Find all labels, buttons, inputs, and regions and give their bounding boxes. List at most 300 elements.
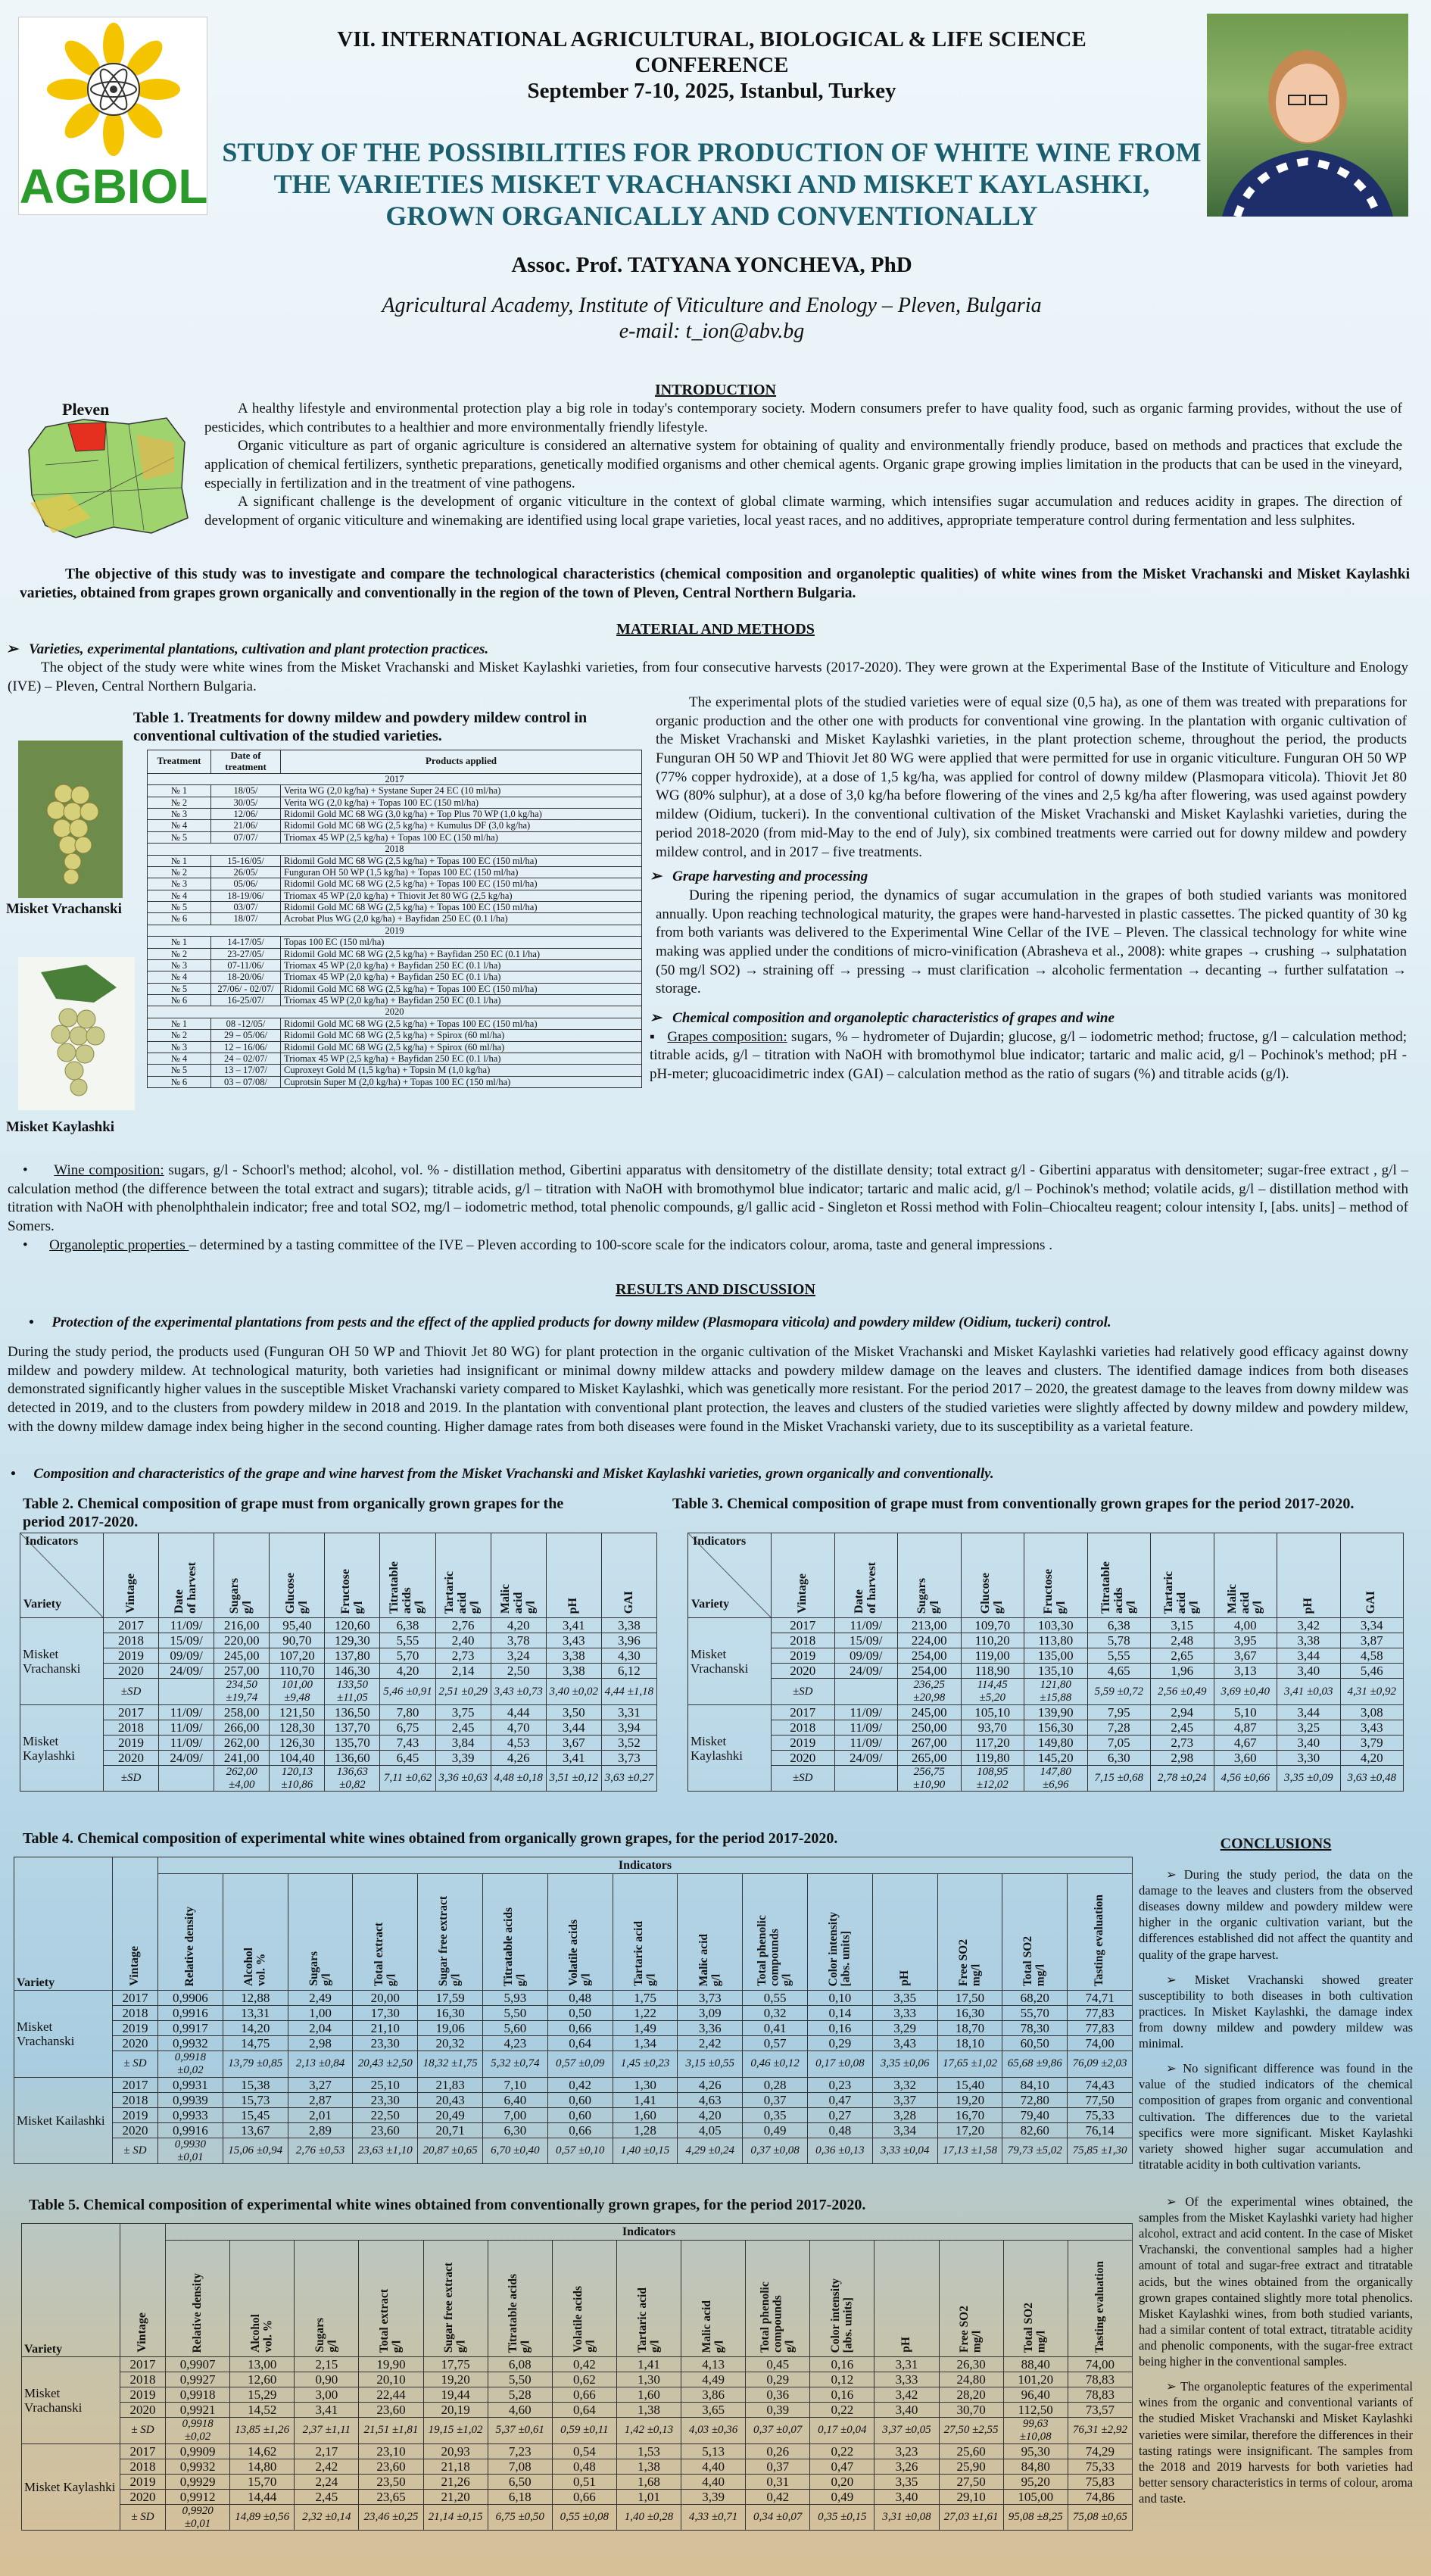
- table-cell: 128,30: [270, 1720, 325, 1735]
- table-cell: 6,12: [601, 1664, 656, 1679]
- table-cell: 11/09/: [834, 1735, 898, 1750]
- table-cell: 4,53: [491, 1735, 546, 1750]
- table-cell: 6,38: [380, 1618, 435, 1633]
- table-cell: 2,40: [435, 1633, 491, 1648]
- sd-cell: 20,43 ±2,50: [353, 2051, 418, 2078]
- table-cell: 11/09/: [159, 1735, 214, 1750]
- sd-cell: [159, 1765, 214, 1792]
- table-cell: 136,50: [325, 1704, 380, 1720]
- table-row: [148, 797, 642, 808]
- table-cell: 3,39: [681, 2489, 746, 2504]
- table-cell: 2,42: [295, 2459, 359, 2474]
- table-cell: 23,10: [359, 2443, 423, 2459]
- table-cell: 0,60: [547, 2092, 613, 2107]
- t1-header-date: Date of treatment: [211, 750, 281, 774]
- table-cell: 18,70: [937, 2020, 1002, 2035]
- methods-paragraph-1: The object of the study were white wines from the Misket Vrachanski and Misket Kaylashki varieties, from four consecutive harvests (2017-2020). They were grown at the Experimental Base of the Institute of Viticulture and Enology (IVE) – Pleven, Central Northern Bulgaria.: [8, 660, 1408, 694]
- table-cell: 2017: [772, 1618, 835, 1633]
- table-cell: 3,35: [874, 2474, 939, 2489]
- table-cell: 5,60: [482, 2020, 547, 2035]
- sd-cell: 0,59 ±0,11: [552, 2418, 616, 2444]
- table-cell: 0,66: [552, 2489, 616, 2504]
- column-header: Titratable acids g/l: [1087, 1533, 1151, 1618]
- t1-year: 2020: [148, 1006, 642, 1018]
- table-cell: 2019: [120, 2474, 166, 2489]
- bullet-icon: •: [11, 1466, 34, 1482]
- table-cell: 2018: [120, 2459, 166, 2474]
- table-cell: 21,26: [423, 2474, 488, 2489]
- grape-image-kaylashki: [18, 957, 135, 1110]
- table-cell: 6,50: [488, 2474, 552, 2489]
- table-cell: 0,14: [807, 2005, 872, 2020]
- table-cell: 3,28: [872, 2107, 937, 2122]
- table-cell: 0,35: [743, 2107, 808, 2122]
- table-cell: 6,38: [1087, 1618, 1151, 1633]
- table-cell: 3,44: [1277, 1704, 1341, 1720]
- sd-cell: 0,9918 ±0,02: [158, 2051, 223, 2078]
- table-cell: 21,20: [423, 2489, 488, 2504]
- table-row: [148, 1030, 642, 1041]
- table-cell: 3,35: [872, 1990, 937, 2005]
- table-cell: 93,70: [961, 1720, 1024, 1735]
- sd-cell: 27,03 ±1,61: [939, 2504, 1003, 2531]
- table-row: [14, 2092, 1133, 2107]
- column-header: Free SO2 mg/l: [937, 1874, 1002, 1991]
- table-cell: 3,38: [546, 1664, 601, 1679]
- indicators-header: Indicators: [158, 1857, 1133, 1874]
- column-header: Sugars g/l: [288, 1874, 353, 1991]
- table-row: [14, 2122, 1133, 2138]
- table-cell: 2,87: [288, 2092, 353, 2107]
- table-cell: 136,60: [325, 1750, 380, 1765]
- table-row: [148, 820, 642, 831]
- table-cell: 3,26: [874, 2459, 939, 2474]
- column-header: Malic acid g/l: [1214, 1533, 1277, 1618]
- column-header: Volatile acids g/l: [552, 2241, 616, 2357]
- table-cell: 3,73: [678, 1990, 743, 2005]
- table-cell: 0,9907: [166, 2356, 230, 2372]
- table-cell: 3,09: [678, 2005, 743, 2020]
- table-row: [148, 785, 642, 797]
- grape-label-vrachanski: Misket Vrachanski: [6, 901, 122, 917]
- table-cell: 20,32: [418, 2036, 483, 2051]
- table-cell: 2017: [120, 2443, 166, 2459]
- table-cell: 3,31: [601, 1704, 656, 1720]
- table-cell: № 2: [148, 797, 211, 808]
- table-cell: 3,08: [1340, 1704, 1404, 1720]
- table-cell: 257,00: [214, 1664, 270, 1679]
- table-cell: 6,30: [482, 2122, 547, 2138]
- table-cell: № 4: [148, 890, 211, 901]
- results-sub-1: Protection of the experimental plantations from pests and the effect of the applied products for downy mildew (Plasmopara viticola) and powdery mildew (Oidium, tuckeri) control.: [51, 1315, 1111, 1330]
- table-cell: Triomax 45 WP (2,0 kg/ha) + Bayfidan 250 EC (0.1 l/ha): [281, 971, 642, 983]
- table-1: [147, 750, 642, 1088]
- table-cell: 2019: [104, 1735, 159, 1750]
- table-cell: 5,10: [1214, 1704, 1277, 1720]
- table-cell: 17,50: [937, 1990, 1002, 2005]
- table-cell: 5,55: [1087, 1648, 1151, 1664]
- table-cell: 4,70: [491, 1720, 546, 1735]
- table-cell: 14,75: [223, 2036, 288, 2051]
- table-cell: Triomax 45 WP (2,0 kg/ha) + Thiovit Jet 80 WG (2,5 kg/ha): [281, 890, 642, 901]
- methods-sub-2: Grape harvesting and processing: [672, 869, 868, 885]
- table-cell: 2019: [772, 1735, 835, 1750]
- table-cell: 11/09/: [159, 1720, 214, 1735]
- table-cell: 110,20: [961, 1633, 1024, 1648]
- table-cell: 3,73: [601, 1750, 656, 1765]
- table-cell: 2,98: [1151, 1750, 1214, 1765]
- table-cell: 266,00: [214, 1720, 270, 1735]
- sd-cell: 3,51 ±0,12: [546, 1765, 601, 1792]
- sd-cell: 75,08 ±0,65: [1068, 2504, 1132, 2531]
- column-header: Sugars g/l: [214, 1533, 270, 1618]
- table-row: [148, 902, 642, 913]
- sd-cell: [834, 1765, 898, 1792]
- table-cell: 2017: [113, 2077, 158, 2092]
- table-cell: 0,9916: [158, 2122, 223, 2138]
- poster-title: STUDY OF THE POSSIBILITIES FOR PRODUCTION OF WHITE WINE FROM THE VARIETIES MISKET VRACHANSKI AND MISKET KAYLASHKI, GROWN ORGANICALLY AND CONVENTIONALLY: [222, 137, 1202, 232]
- table-row: [148, 1076, 642, 1087]
- sd-cell: 21,51 ±1,81: [359, 2418, 423, 2444]
- sd-cell: 13,85 ±1,26: [230, 2418, 295, 2444]
- table-cell: 18-19/06/: [211, 890, 281, 901]
- table-cell: 4,20: [1340, 1750, 1404, 1765]
- conclusion-4: Of the experimental wines obtained, the samples from the Misket Kaylashki variety had higher alcohol, extract and acid content. In the case of Misket Vrachanski, the conventional samples had a higher amount of total and sugar-free extract and titratable acids, but the wines obtained from the organically grown grapes contained slightly more total phenolics. Misket Kaylashki wines, from both studied variants, had a similar content of total extract, titratable acidity and phenolic components, with the sugar-free extract being higher in the conventional samples.: [1139, 2194, 1413, 2369]
- table-row: [20, 1618, 657, 1633]
- table-cell: 2019: [104, 1648, 159, 1664]
- table-row: [14, 2107, 1133, 2122]
- sd-cell: 120,13 ±10,86: [270, 1765, 325, 1792]
- column-header: Tartaric acid g/l: [616, 2241, 681, 2357]
- sd-cell: 76,31 ±2,92: [1068, 2418, 1132, 2444]
- table-cell: 1,01: [616, 2489, 681, 2504]
- table-cell: 0,32: [743, 2005, 808, 2020]
- table-cell: 21,10: [353, 2020, 418, 2035]
- sd-row: [20, 1765, 657, 1792]
- organoleptic-methods: – determined by a tasting committee of the IVE – Pleven according to 100-score scale for the indicators colour, aroma, taste and general impressions .: [189, 1237, 1052, 1253]
- table-cell: 4,63: [678, 2092, 743, 2107]
- table-cell: 3,75: [435, 1704, 491, 1720]
- column-header: Tartaric acid g/l: [435, 1533, 491, 1618]
- table-cell: 0,66: [547, 2020, 613, 2035]
- table-cell: 2017: [120, 2356, 166, 2372]
- table-cell: 2018: [104, 1720, 159, 1735]
- column-header: Tasting evaluation: [1068, 2241, 1132, 2357]
- conclusions-heading: CONCLUSIONS: [1220, 1835, 1332, 1852]
- sd-cell: 4,31 ±0,92: [1340, 1679, 1404, 1705]
- table-cell: 117,20: [961, 1735, 1024, 1750]
- table-cell: 4,20: [380, 1664, 435, 1679]
- table-cell: 15/09/: [159, 1633, 214, 1648]
- table-cell: 254,00: [898, 1664, 962, 1679]
- table-cell: 5,50: [482, 2005, 547, 2020]
- column-header: Date of harvest: [834, 1533, 898, 1618]
- column-header: Glucose g/l: [270, 1533, 325, 1618]
- table-cell: 2,76: [435, 1618, 491, 1633]
- table-row: [148, 937, 642, 948]
- table-cell: 0,9916: [158, 2005, 223, 2020]
- sd-cell: 121,80 ±15,88: [1024, 1679, 1088, 1705]
- email[interactable]: e-mail: t_ion@abv.bg: [619, 320, 805, 343]
- table-cell: 105,10: [961, 1704, 1024, 1720]
- table-cell: 2019: [113, 2107, 158, 2122]
- table-row: [22, 2474, 1133, 2489]
- sd-cell: 256,75 ±10,90: [898, 1765, 962, 1792]
- table-cell: 78,83: [1068, 2372, 1132, 2387]
- table-cell: 110,70: [270, 1664, 325, 1679]
- conference-date: September 7-10, 2025, Istanbul, Turkey: [527, 78, 896, 103]
- table-row: [22, 2372, 1133, 2387]
- variety-cell: Misket Kaylashki: [22, 2443, 120, 2531]
- table-cell: 27/06/ - 02/07/: [211, 983, 281, 994]
- table-cell: 29,10: [939, 2489, 1003, 2504]
- table-row: [148, 878, 642, 890]
- table-cell: 1,34: [613, 2036, 678, 2051]
- methods-right-1: The experimental plots of the studied varieties were of equal size (0,5 ha), as one of them was treated with preparations for organic production and the other one with products for conventional vine growing. In the plantation with organic cultivation of the Misket Vrachanski and Misket Kaylashki varieties, in the plant protection scheme, throughout the period, the products Funguran OH 50 WP and Thiovit Jet 80 WG were applied that were permitted for use in organic viticulture. Funguran OH 50 WP (77% copper hydroxide), at a dose of 1,5 kg/ha, was applied for control of downy mildew (Plasmopara viticola). Thiovit Jet 80 WG (80% sulphur), at a dose of 3,0 kg/ha before flowering of the vines and 2,5 kg/ha after flowering, was used against powdery mildew (Oidium, tuckeri). In the conventional cultivation of the Misket Vrachanski and Misket Kaylashki varieties, during the period 2018-2020 (from mid-May to the end of July), six combined treatments were carried out for downy mildew and powdery mildew control, and in 2017 – five treatments.: [656, 694, 1407, 860]
- table-cell: 5,13: [681, 2443, 746, 2459]
- column-header: Relative density: [158, 1874, 223, 1991]
- table-cell: 15,45: [223, 2107, 288, 2122]
- table-cell: 16,30: [418, 2005, 483, 2020]
- table-cell: Triomax 45 WP (2,5 kg/ha) + Topas 100 EC (150 ml/ha): [281, 831, 642, 843]
- table-cell: 74,00: [1068, 2036, 1133, 2051]
- intro-paragraph-3: A significant challenge is the development of organic viticulture in the context of global climate warming, which intensifies sugar accumulation and reduces acidity in grapes. The direction of development of organic viticulture and winemaking are identified using local grape varieties, local yeast races, and no additives, appropriate temperature control during fermentation and less sulphites.: [204, 494, 1402, 529]
- table-cell: 15/09/: [834, 1633, 898, 1648]
- sd-cell: 3,40 ±0,02: [546, 1679, 601, 1705]
- table-cell: 0,39: [746, 2403, 810, 2418]
- table-cell: 119,00: [961, 1648, 1024, 1664]
- table-cell: 2,17: [295, 2443, 359, 2459]
- table-cell: Verita WG (2,0 kg/ha) + Topas 100 EC (150 ml/ha): [281, 797, 642, 808]
- sd-cell: 14,89 ±0,56: [230, 2504, 295, 2531]
- sd-cell: 2,51 ±0,29: [435, 1679, 491, 1705]
- table-cell: 126,30: [270, 1735, 325, 1750]
- bullet-icon: •: [29, 1315, 52, 1330]
- sd-cell: [159, 1679, 214, 1705]
- table-cell: 3,94: [601, 1720, 656, 1735]
- table-cell: 0,60: [547, 2107, 613, 2122]
- table-row: [20, 1704, 657, 1720]
- table-cell: 4,67: [1214, 1735, 1277, 1750]
- table-cell: 0,9917: [158, 2020, 223, 2035]
- table-cell: 0,9939: [158, 2092, 223, 2107]
- table-row: [20, 1648, 657, 1664]
- table-cell: 79,40: [1002, 2107, 1068, 2122]
- sd-cell: 95,08 ±8,25: [1003, 2504, 1068, 2531]
- table-cell: 2019: [113, 2020, 158, 2035]
- table-cell: 4,00: [1214, 1618, 1277, 1633]
- t1-year: 2017: [148, 773, 642, 784]
- table-cell: 16,30: [937, 2005, 1002, 2020]
- table-cell: 4,58: [1340, 1648, 1404, 1664]
- sd-cell: 0,9930 ±0,01: [158, 2138, 223, 2164]
- table-cell: 0,45: [746, 2356, 810, 2372]
- indicators-label: Indicators: [693, 1535, 747, 1548]
- table-cell: 0,36: [746, 2387, 810, 2402]
- table-row: [148, 913, 642, 925]
- sd-cell: 133,50 ±11,05: [325, 1679, 380, 1705]
- corner-header: [688, 1533, 772, 1618]
- table-cell: 0,66: [552, 2387, 616, 2402]
- table-cell: 15,70: [230, 2474, 295, 2489]
- table-cell: 2019: [772, 1648, 835, 1664]
- sd-cell: 1,42 ±0,13: [616, 2418, 681, 2444]
- table-cell: 3,87: [1340, 1633, 1404, 1648]
- table-cell: 1,53: [616, 2443, 681, 2459]
- table-cell: 3,36: [678, 2020, 743, 2035]
- sd-cell: 1,40 ±0,15: [613, 2138, 678, 2164]
- table-cell: 23,50: [359, 2474, 423, 2489]
- table-cell: 19,06: [418, 2020, 483, 2035]
- table-row: [148, 1053, 642, 1064]
- sd-cell: 3,63 ±0,27: [601, 1765, 656, 1792]
- sd-cell: 3,15 ±0,55: [678, 2051, 743, 2078]
- table-cell: 0,48: [547, 1990, 613, 2005]
- table-cell: Funguran OH 50 WP (1,5 kg/ha) + Topas 100 EC (150 ml/ha): [281, 866, 642, 878]
- table-cell: № 1: [148, 1018, 211, 1029]
- bulgaria-map: [23, 397, 194, 545]
- table-cell: 3,34: [1340, 1618, 1404, 1633]
- column-header: Vintage: [772, 1533, 835, 1618]
- table-cell: 7,80: [380, 1704, 435, 1720]
- table-cell: 0,37: [743, 2092, 808, 2107]
- table-cell: № 3: [148, 809, 211, 820]
- sd-cell: 65,68 ±9,86: [1002, 2051, 1068, 2078]
- column-header: Titratable acids g/l: [380, 1533, 435, 1618]
- column-header: Tasting evaluation: [1068, 1874, 1133, 1991]
- sd-cell: 4,33 ±0,71: [681, 2504, 746, 2531]
- sd-cell: ± SD: [113, 2138, 158, 2164]
- table-cell: 84,80: [1003, 2459, 1068, 2474]
- table-cell: Ridomil Gold MC 68 WG (2,5 kg/ha) + Topas 100 EC (150 ml/ha): [281, 1018, 642, 1029]
- table-cell: 95,20: [1003, 2474, 1068, 2489]
- table-cell: № 5: [148, 1065, 211, 1076]
- table-cell: 3,31: [874, 2356, 939, 2372]
- table-cell: 3,39: [435, 1750, 491, 1765]
- table-cell: 4,23: [482, 2036, 547, 2051]
- table-cell: 258,00: [214, 1704, 270, 1720]
- table-cell: 19,20: [423, 2372, 488, 2387]
- arrow-icon: ➢: [1166, 1867, 1184, 1882]
- table-cell: 2,42: [678, 2036, 743, 2051]
- table-cell: 15,40: [937, 2077, 1002, 2092]
- variety-cell: Misket Vrachanski: [14, 1990, 113, 2077]
- table-cell: 262,00: [214, 1735, 270, 1750]
- table-cell: 0,57: [743, 2036, 808, 2051]
- table-cell: Ridomil Gold MC 68 WG (2,5 kg/ha) + Spirox (60 ml/ha): [281, 1030, 642, 1041]
- sd-cell: 0,37 ±0,08: [743, 2138, 808, 2164]
- table-row: [20, 1750, 657, 1765]
- table-cell: 6,30: [1087, 1750, 1151, 1765]
- table-cell: 216,00: [214, 1618, 270, 1633]
- sd-cell: 7,15 ±0,68: [1087, 1765, 1151, 1792]
- table-row: [688, 1648, 1404, 1664]
- table-cell: 0,29: [807, 2036, 872, 2051]
- table-cell: 21,18: [423, 2459, 488, 2474]
- results-paragraph-1: During the study period, the products used (Funguran OH 50 WP and Thiovit Jet 80 WG) for plant protection in the organic cultivation of the Misket Vrachanski and Misket Kaylashki varieties had relatively good efficacy against downy mildew and powdery mildew. At technological maturity, both varieties had insignificant or minimal downy mildew attacks and powdery mildew damage on the leaves and clusters. The identified damage indices from both diseases demonstrated significantly higher values in the susceptible Misket Vrachanski variety compared to Misket Kaylashki, which was genetically more resistant. For the period 2017 – 2020, the greatest damage to the leaves from downy mildew was detected in 2019, and to the clusters from powdery mildew in 2018 and 2019. In the plantation with conventional plant protection, the leaves and clusters of the studied varieties were slightly affected by downy mildew and powdery mildew, with the downy mildew damage index being higher in the second counting. Higher damage rates from both diseases were found in the Misket Vrachanski variety, due to its susceptibility as a varietal feature.: [8, 1344, 1409, 1435]
- bullet-icon: ▪: [650, 1028, 668, 1045]
- table-cell: 2,45: [435, 1720, 491, 1735]
- table-cell: 0,16: [807, 2020, 872, 2035]
- sd-cell: 0,17 ±0,04: [810, 2418, 874, 2444]
- table-cell: 135,70: [325, 1735, 380, 1750]
- conference-name-2: CONFERENCE: [634, 52, 789, 77]
- table-row: [22, 2403, 1133, 2418]
- sd-cell: 0,9920 ±0,01: [166, 2504, 230, 2531]
- column-header: Color intensity [abs. units]: [807, 1874, 872, 1991]
- table-cell: 3,00: [295, 2387, 359, 2402]
- table-cell: Triomax 45 WP (2,0 kg/ha) + Bayfidan 250 EC (0.1 l/ha): [281, 995, 642, 1006]
- table-cell: 0,49: [743, 2122, 808, 2138]
- table-cell: 26,30: [939, 2356, 1003, 2372]
- table-cell: 5,46: [1340, 1664, 1404, 1679]
- sd-cell: 0,46 ±0,12: [743, 2051, 808, 2078]
- column-header: Sugars g/l: [898, 1533, 962, 1618]
- sd-cell: 136,63 ±0,82: [325, 1765, 380, 1792]
- column-header: Titratable acids g/l: [488, 2241, 552, 2357]
- table-cell: 28,20: [939, 2387, 1003, 2402]
- table-cell: 1,22: [613, 2005, 678, 2020]
- sd-cell: 236,25 ±20,98: [898, 1679, 962, 1705]
- table-cell: № 5: [148, 831, 211, 843]
- table-cell: 3,40: [1277, 1735, 1341, 1750]
- column-header: Total extract g/l: [359, 2241, 423, 2357]
- table-cell: 6,08: [488, 2356, 552, 2372]
- table-cell: 3,44: [1277, 1648, 1341, 1664]
- table-cell: 0,9921: [166, 2403, 230, 2418]
- table-cell: 7,23: [488, 2443, 552, 2459]
- objective: The objective of this study was to investigate and compare the technological characteristics (chemical composition and organoleptic qualities) of white wines from the Misket Vrachanski and Misket Kaylashki varieties, obtained from grapes grown organically and conventionally in the region of the town of Pleven, Central Northern Bulgaria.: [20, 566, 1410, 602]
- table-cell: 1,41: [613, 2092, 678, 2107]
- table-cell: 20,71: [418, 2122, 483, 2138]
- sd-cell: 3,37 ±0,05: [874, 2418, 939, 2444]
- table-cell: 2018: [113, 2005, 158, 2020]
- table-cell: 11/09/: [159, 1704, 214, 1720]
- table-row: [688, 1750, 1404, 1765]
- sd-cell: 15,06 ±0,94: [223, 2138, 288, 2164]
- table-row: [14, 2020, 1133, 2035]
- t1-header-products: Products applied: [281, 750, 642, 774]
- table-cell: 90,70: [270, 1633, 325, 1648]
- conclusion-3: No significant difference was found in the value of the studied indicators of the chemical composition of grapes from organic and conventional cultivation. The differences due to the varietal specifics were more significant. Misket Kaylashki variety showed higher sugar accumulation and titratable acidity in both cultivation variants.: [1139, 2061, 1413, 2172]
- column-header: Sugars g/l: [295, 2241, 359, 2357]
- table-cell: 2,15: [295, 2356, 359, 2372]
- sd-cell: 3,35 ±0,09: [1277, 1765, 1341, 1792]
- table-cell: 2,73: [1151, 1735, 1214, 1750]
- column-header: Date of harvest: [159, 1533, 214, 1618]
- bullet-icon: •: [23, 1162, 55, 1178]
- table2-title: Table 2. Chemical composition of grape must from organically grown grapes for the period 2017-2020.: [23, 1495, 564, 1530]
- variety-cell: Misket Kaylashki: [688, 1704, 772, 1792]
- arrow-icon: ➢: [1166, 2194, 1186, 2209]
- table-row: [688, 1633, 1404, 1648]
- table-cell: Ridomil Gold MC 68 WG (2,5 kg/ha) + Bayfidan 250 EC (0.1 l/ha): [281, 948, 642, 959]
- table-cell: 82,60: [1002, 2122, 1068, 2138]
- table-cell: 30/05/: [211, 797, 281, 808]
- column-header: Relative density: [166, 2241, 230, 2357]
- table-cell: 119,80: [961, 1750, 1024, 1765]
- sd-row: [688, 1765, 1404, 1792]
- column-header: Glucose g/l: [961, 1533, 1024, 1618]
- table-cell: Cuprotsin Super M (2,0 kg/ha) + Topas 100 EC (150 ml/ha): [281, 1076, 642, 1087]
- table-cell: 5,78: [1087, 1633, 1151, 1648]
- table-row: [688, 1618, 1404, 1633]
- sd-cell: ± SD: [120, 2418, 166, 2444]
- table-cell: 7,05: [1087, 1735, 1151, 1750]
- table-cell: 6,75: [380, 1720, 435, 1735]
- sd-cell: 0,17 ±0,08: [807, 2051, 872, 2078]
- table-cell: 20,93: [423, 2443, 488, 2459]
